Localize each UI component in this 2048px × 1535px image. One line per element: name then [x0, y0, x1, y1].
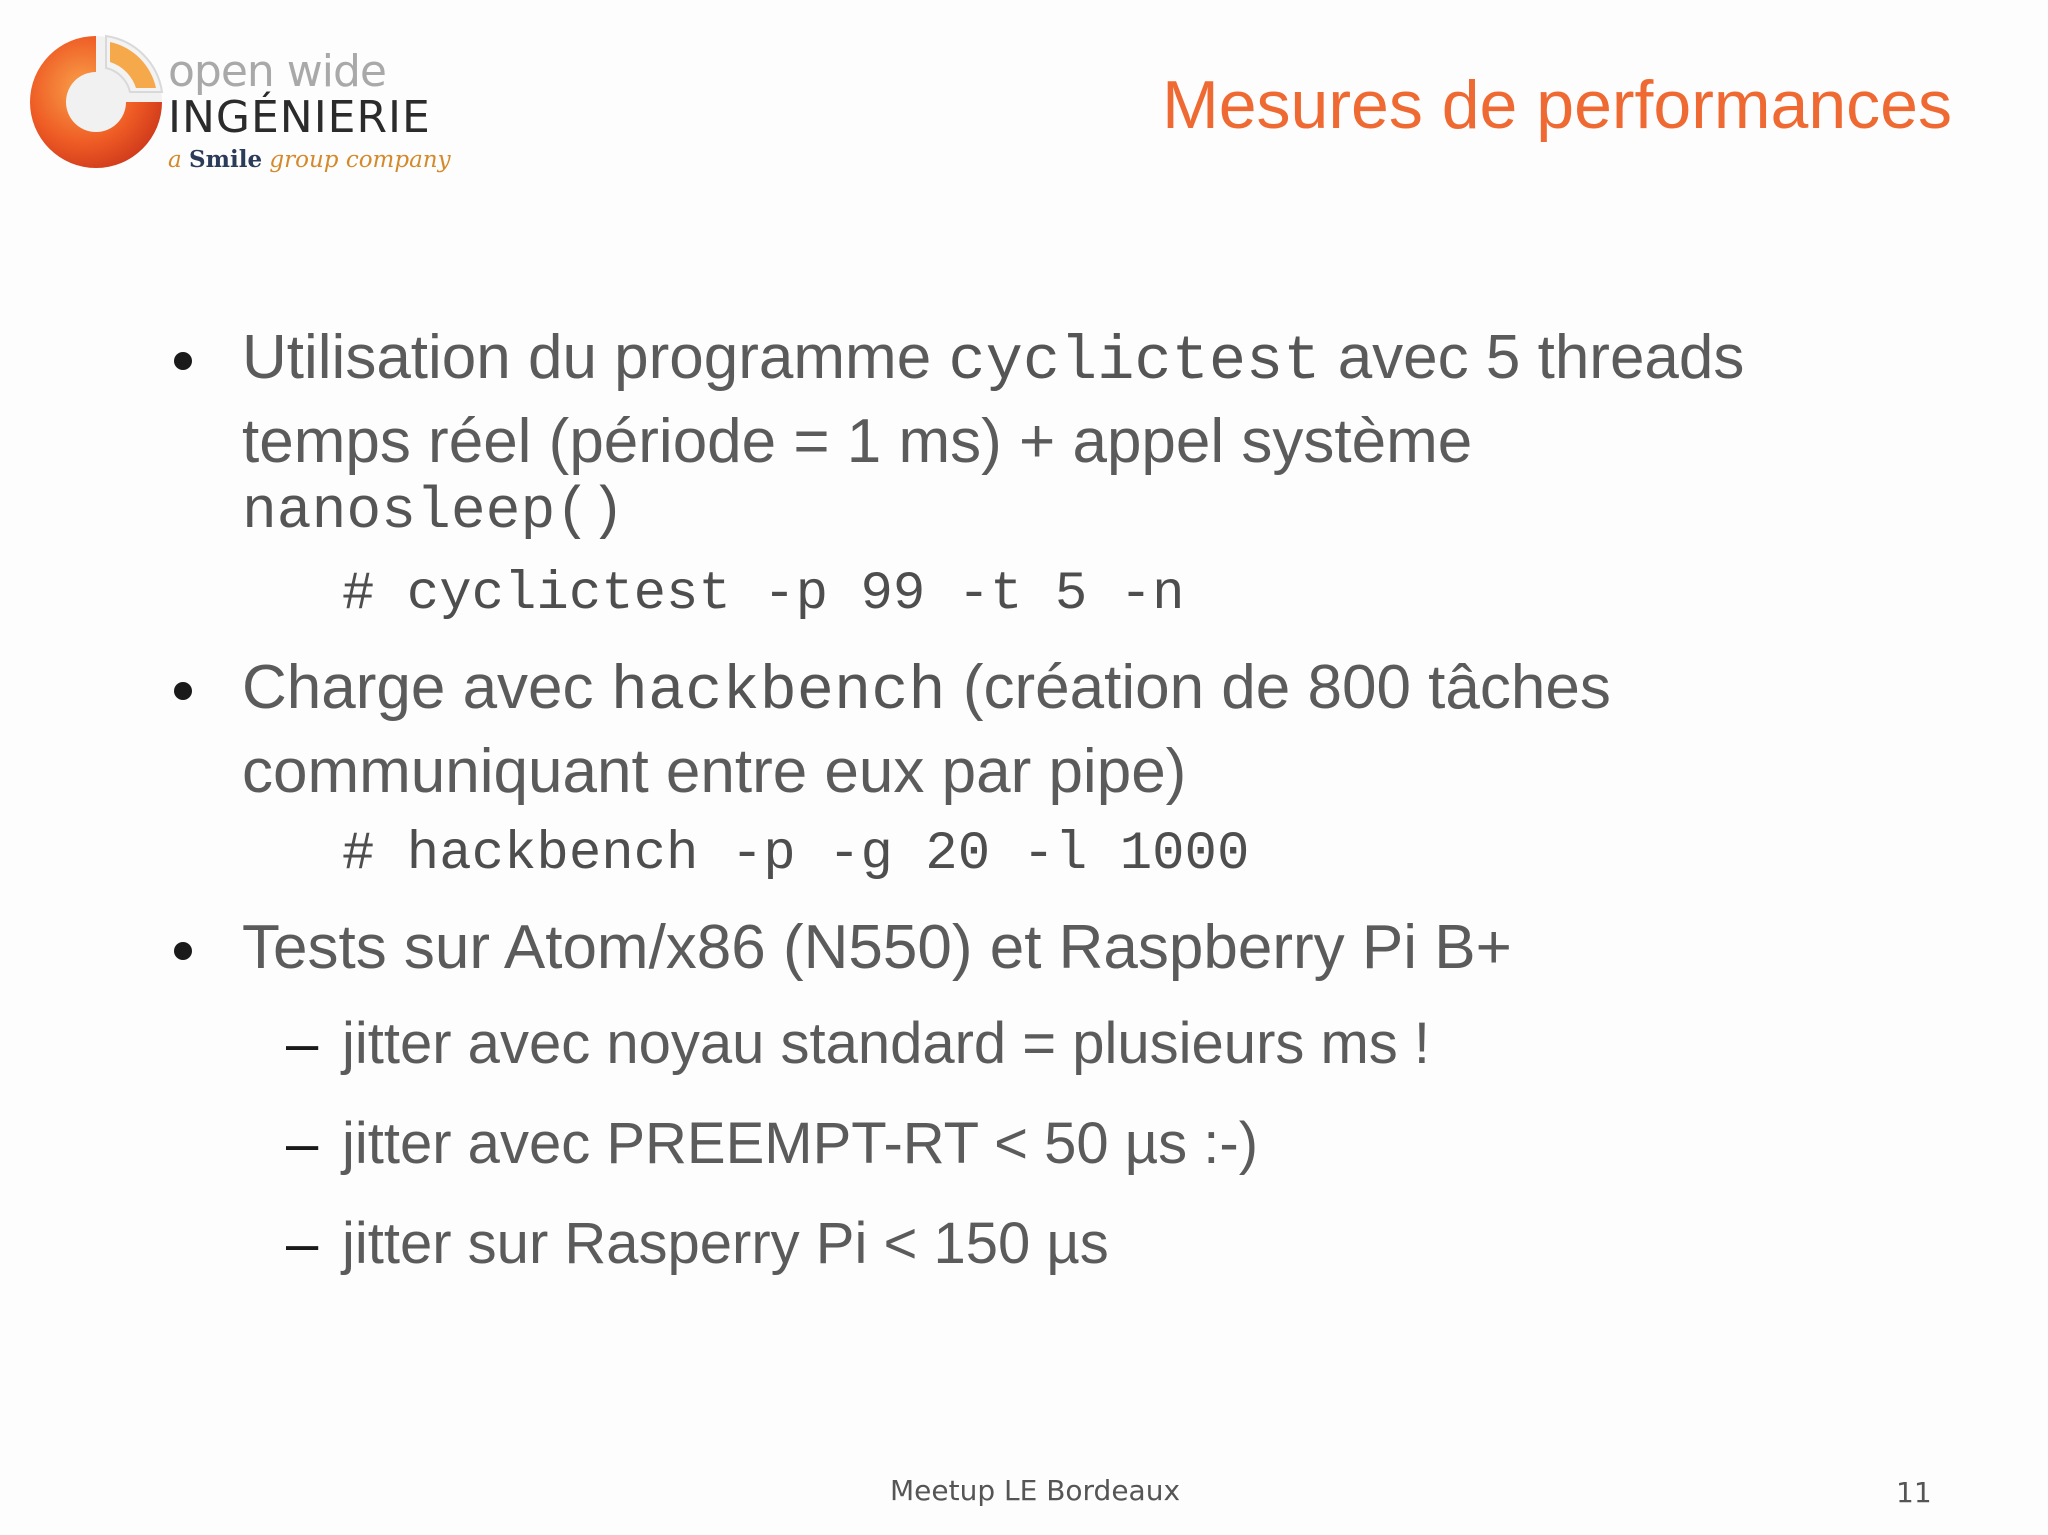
bullet-code-hackbench: hackbench	[610, 656, 946, 727]
slide-content	[170, 318, 1930, 1294]
dash-bullet-icon: –	[286, 1111, 319, 1176]
bullet-dot-icon	[174, 682, 192, 700]
page-number: 11	[1896, 1476, 1932, 1509]
bullet-item-tests	[170, 908, 1930, 988]
bullet-dot-icon	[174, 352, 192, 370]
sub-item-text: jitter avec PREEMPT-RT < 50 µs :-)	[342, 1111, 1259, 1176]
footer-text: Meetup LE Bordeaux	[890, 1474, 1181, 1507]
sub-item-text: jitter sur Rasperry Pi < 150 µs	[342, 1211, 1109, 1276]
sub-item-text: jitter avec noyau standard = plusieurs ms !	[342, 1011, 1431, 1076]
command-line-cyclictest: # cyclictest -p 99 -t 5 -n	[342, 564, 1185, 625]
logo-text-ingenierie: INGÉNIERIE	[168, 92, 431, 143]
bullet-text-part: Charge avec	[242, 653, 611, 722]
sub-item-jitter-preempt-rt	[170, 1094, 1930, 1194]
logo-tagline-suffix: group company	[262, 147, 451, 173]
logo-tagline-brand: Smile	[189, 146, 263, 173]
command-line-hackbench: # hackbench -p -g 20 -l 1000	[342, 824, 1250, 885]
slide-title: Mesures de performances	[1162, 67, 1952, 143]
logo-text-open-wide: open wide	[168, 46, 387, 97]
dash-bullet-icon: –	[286, 1211, 319, 1276]
dash-bullet-icon: –	[286, 1011, 319, 1076]
logo-tagline-prefix: a	[168, 147, 190, 173]
bullet-dot-icon	[174, 942, 192, 960]
company-logo	[14, 18, 464, 188]
logo-ring-icon	[18, 22, 178, 182]
bullet-text-part: avec 5 threads temps réel (période = 1 ms) + appel système	[242, 323, 1745, 476]
bullet-text-part: (création de 800 tâches communiquant entre eux par pipe)	[242, 653, 1611, 806]
logo-tagline	[168, 146, 451, 173]
sub-item-jitter-raspberry	[170, 1194, 1930, 1294]
bullet-code-cyclictest: cyclictest	[948, 326, 1321, 397]
bullet-code-nanosleep: nanosleep()	[242, 480, 625, 545]
bullet-text-part: Utilisation du programme	[242, 323, 949, 392]
sub-item-jitter-standard	[170, 994, 1930, 1094]
bullet-text: Tests sur Atom/x86 (N550) et Raspberry Pi B+	[242, 913, 1512, 982]
bullet-item-hackbench	[170, 648, 1930, 812]
bullet-item-cyclictest	[170, 318, 1930, 544]
